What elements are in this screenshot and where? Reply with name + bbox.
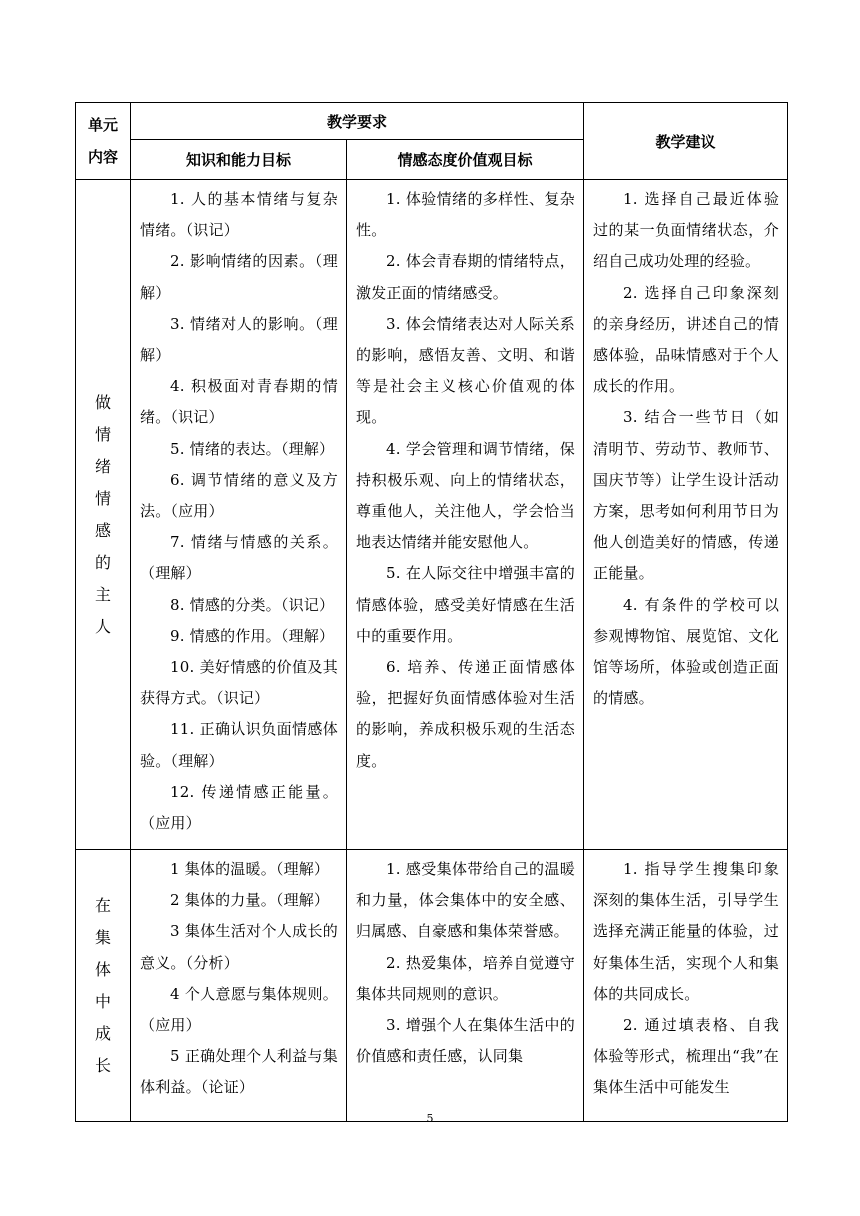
suggestion-item: 4. 有条件的学校可以参观博物馆、展览馆、文化馆等场所，体验或创造正面的情感。: [593, 595, 780, 708]
unit-name-cell: [76, 180, 131, 850]
knowledge-cell: [131, 850, 347, 1122]
attitude-item: 4. 学会管理和调节情绪，保持积极乐观、向上的情绪状态，尊重他人，关注他人，学会恰当地表达情绪并能安慰他人。: [356, 439, 576, 552]
knowledge-item: 8. 情感的分类。（识记）: [170, 595, 335, 614]
suggestion-item: 2. 通过填表格、自我体验等形式，梳理出“我”在集体生活中可能发生: [593, 1016, 780, 1097]
knowledge-item: 4 个人意愿与集体规则。（应用）: [140, 984, 338, 1035]
knowledge-item: 5. 情绪的表达。（理解）: [170, 439, 335, 458]
knowledge-item: 4. 积极面对青春期的情绪。（识记）: [140, 377, 338, 427]
unit-char: 主: [94, 584, 111, 604]
knowledge-item: 10. 美好情感的价值及其获得方式。（识记）: [140, 658, 338, 708]
curriculum-table: [75, 102, 788, 1122]
suggestion-item: 1. 指导学生搜集印象深刻的集体生活，引导学生选择充满正能量的体验，过好集体生活，实现个人和集体的共同成长。: [593, 860, 780, 1003]
unit-char: 情: [94, 488, 111, 508]
unit-char: 长: [94, 1055, 111, 1075]
table-row-unit-1: [76, 180, 788, 850]
knowledge-item: 2 集体的力量。（理解）: [170, 891, 330, 910]
header-requirements: 教学要求: [131, 103, 584, 140]
header-knowledge: 知识和能力目标: [131, 140, 347, 180]
attitude-item: 5. 在人际交往中增强丰富的情感体验，感受美好情感在生活中的重要作用。: [356, 564, 576, 645]
table-header-row: [76, 103, 788, 140]
suggestions-cell: [584, 180, 788, 850]
header-unit-line1: 单元: [87, 116, 118, 134]
attitude-item: 1. 感受集体带给自己的温暖和力量，体会集体中的安全感、归属感、自豪感和集体荣誉感。: [356, 860, 576, 941]
unit-char: 的: [94, 552, 111, 572]
attitude-cell: [347, 180, 584, 850]
unit-char: 绪: [94, 456, 111, 476]
unit-char: 人: [94, 616, 111, 636]
knowledge-item: 5 正确处理个人利益与集体利益。（论证）: [140, 1047, 338, 1097]
knowledge-item: 1. 人的基本情绪与复杂情绪。（识记）: [140, 190, 338, 240]
unit-char: 情: [94, 424, 111, 444]
header-attitude: 情感态度价值观目标: [347, 140, 584, 180]
attitude-item: 1. 体验情绪的多样性、复杂性。: [356, 190, 576, 240]
unit-char: 集: [94, 927, 111, 947]
knowledge-item: 6. 调节情绪的意义及方法。（应用）: [140, 470, 338, 521]
attitude-item: 6. 培养、传递正面情感体验，把握好负面情感体验对生活的影响，养成积极乐观的生活态度。: [356, 658, 576, 770]
attitude-cell: [347, 850, 584, 1122]
table-row-unit-2: [76, 850, 788, 1122]
suggestion-item: 2. 选择自己印象深刻的亲身经历，讲述自己的情感体验，品味情感对于个人成长的作用。: [593, 283, 780, 396]
unit-char: 做: [94, 392, 111, 412]
attitude-item: 2. 体会青春期的情绪特点，激发正面的情绪感受。: [356, 252, 576, 302]
unit-char: 感: [94, 520, 111, 540]
knowledge-item: 11. 正确认识负面情感体验。（理解）: [140, 720, 338, 770]
page-number: 5: [426, 1112, 434, 1125]
knowledge-item: 9. 情感的作用。（理解）: [170, 626, 335, 645]
unit-char: 在: [94, 895, 111, 915]
suggestion-item: 1. 选择自己最近体验过的某一负面情绪状态，介绍自己成功处理的经验。: [593, 190, 780, 271]
knowledge-item: 3 集体生活对个人成长的意义。（分析）: [140, 922, 338, 972]
suggestion-item: 3. 结合一些节日（如清明节、劳动节、教师节、国庆节等）让学生设计活动方案，思考如何利用节日为他人创造美好的情感，传递正能量。: [593, 408, 780, 583]
header-unit-line2: 内容: [87, 148, 118, 166]
header-unit-content: [76, 103, 131, 180]
suggestions-cell: [584, 850, 788, 1122]
unit-char: 体: [94, 959, 111, 979]
attitude-item: 3. 增强个人在集体生活中的价值感和责任感，认同集: [356, 1016, 576, 1066]
unit-char: 成: [94, 1023, 111, 1043]
knowledge-item: 1 集体的温暖。（理解）: [170, 860, 330, 878]
attitude-item: 2. 热爱集体，培养自觉遵守集体共同规则的意识。: [356, 953, 576, 1003]
knowledge-item: 12. 传递情感正能量。（应用）: [140, 782, 338, 833]
knowledge-cell: [131, 180, 347, 850]
unit-name-cell: [76, 850, 131, 1122]
header-suggestions: 教学建议: [584, 103, 788, 180]
knowledge-item: 7. 情绪与情感的关系。（理解）: [140, 533, 338, 583]
knowledge-item: 3. 情绪对人的影响。（理解）: [140, 314, 338, 365]
knowledge-item: 2. 影响情绪的因素。（理解）: [140, 252, 338, 302]
unit-char: 中: [94, 991, 111, 1011]
attitude-item: 3. 体会情绪表达对人际关系的影响，感悟友善、文明、和谐等是社会主义核心价值观的体现。: [356, 314, 576, 427]
